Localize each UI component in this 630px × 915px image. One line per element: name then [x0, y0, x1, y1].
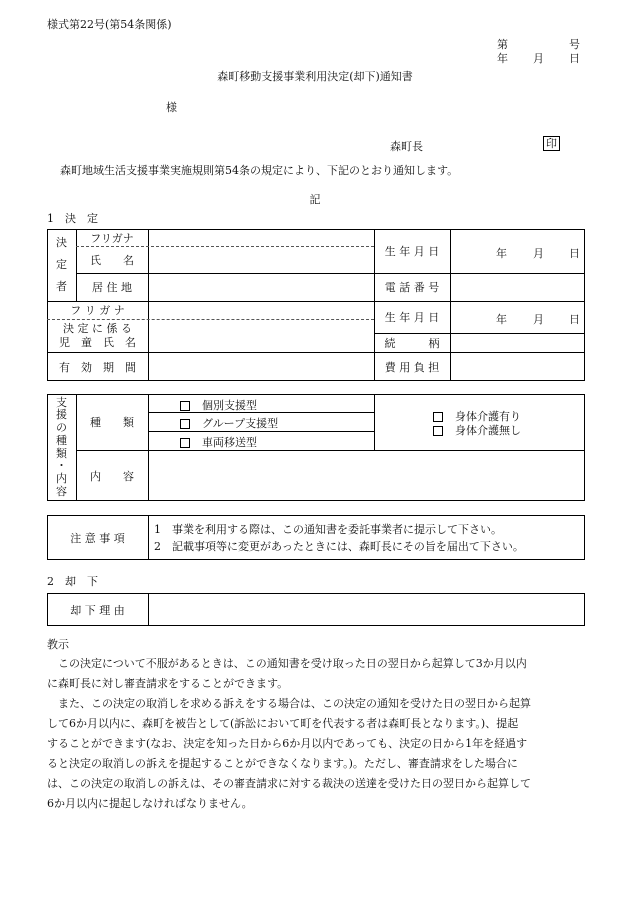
date-month-label: 月	[533, 52, 544, 65]
date-day-label: 日	[569, 52, 580, 65]
addressee-sama: 様	[166, 101, 177, 114]
decider-label: 決 定 者	[56, 236, 67, 293]
instruction-paragraph-1: この決定について不服があるときは、この通知書を受け取った日の翌日から起算して3か月以内 に森町長に対し審査請求をすることができます。	[47, 657, 527, 690]
note-item-2: 2 記載事項等に変更があったときには、森町長にその旨を届出て下さい。	[154, 540, 524, 553]
child-birth-month: 月	[533, 313, 544, 326]
child-name-label: 決 定 に 係 る 児 童 氏 名	[59, 322, 136, 349]
checkbox-icon[interactable]	[180, 401, 190, 411]
cost-label: 費 用 負 担	[384, 360, 440, 374]
birth-year: 年	[496, 247, 507, 260]
section1-heading: 1 決 定	[47, 212, 98, 225]
ki-label: 記	[309, 193, 321, 206]
seal-mark: 印	[543, 136, 560, 151]
type-label: 種 類	[90, 416, 134, 429]
support-side-label: 支 援 の 種 類 ・ 内 容	[56, 395, 67, 498]
birthdate-label: 生 年 月 日	[384, 245, 440, 258]
content-label: 内 容	[90, 469, 134, 483]
care-option-without[interactable]: 身体介護無し	[433, 422, 521, 438]
child-birth-day: 日	[569, 313, 580, 326]
birth-day: 日	[569, 247, 580, 260]
phone-label: 電 話 番 号	[384, 281, 440, 294]
checkbox-icon[interactable]	[180, 438, 190, 448]
notes-label: 注 意 事 項	[70, 531, 125, 545]
type-option-vehicle[interactable]: 車両移送型	[180, 434, 257, 450]
instruction-heading: 教示	[47, 638, 69, 651]
name-label: 氏 名	[90, 253, 134, 267]
number-label-dai: 第	[497, 38, 508, 51]
birth-month: 月	[533, 247, 544, 260]
instruction-paragraph-2: また、この決定の取消しを求める訴えをする場合は、この決定の通知を受けた日の翌日から起算 して6か月以内に、森町を被告として(訴訟において町を代表する者は森町長となります。)、提起 することができます(なお、決定を知った日から6か月以内であっても、決定の日から1年を経過す ると決定の取消しの訴えを提起することができなくなります。)。ただし、審査請求をした場合に は、この決定の取消しの訴えは、その審査請求に対する裁決の送達を受けた日の翌日から起算して 6か月以内に提起しなければなりません。	[47, 697, 531, 810]
child-birth-year: 年	[496, 313, 507, 326]
validity-label: 有 効 期 間	[59, 360, 136, 374]
intro-text: 森町地域生活支援事業実施規則第54条の規定により、下記のとおり通知します。	[60, 164, 459, 177]
checkbox-icon[interactable]	[433, 426, 443, 436]
section2-heading: 2 却 下	[47, 575, 98, 588]
form-number: 様式第22号(第54条関係)	[47, 18, 172, 31]
type-option-group[interactable]: グループ支援型	[180, 415, 278, 431]
document-title: 森町移動支援事業利用決定(却下)通知書	[217, 70, 413, 83]
furigana-label: フリガナ	[90, 231, 134, 245]
child-furigana-label: フ リ ガ ナ	[70, 304, 125, 317]
child-birthdate-label: 生 年 月 日	[384, 311, 440, 324]
note-item-1: 1 事業を利用する際は、この通知書を委託事業者に提示して下さい。	[154, 523, 502, 536]
care-option-with[interactable]: 身体介護有り	[433, 408, 521, 424]
checkbox-icon[interactable]	[433, 412, 443, 422]
relation-label: 続 柄	[384, 336, 440, 350]
checkbox-icon[interactable]	[180, 419, 190, 429]
address-label: 居 住 地	[92, 281, 132, 294]
issuer-name: 森町長	[390, 140, 423, 153]
date-year-label: 年	[497, 52, 508, 65]
type-option-individual[interactable]: 個別支援型	[180, 397, 257, 413]
rejection-reason-label: 却 下 理 由	[70, 603, 125, 617]
number-label-go: 号	[569, 38, 580, 51]
